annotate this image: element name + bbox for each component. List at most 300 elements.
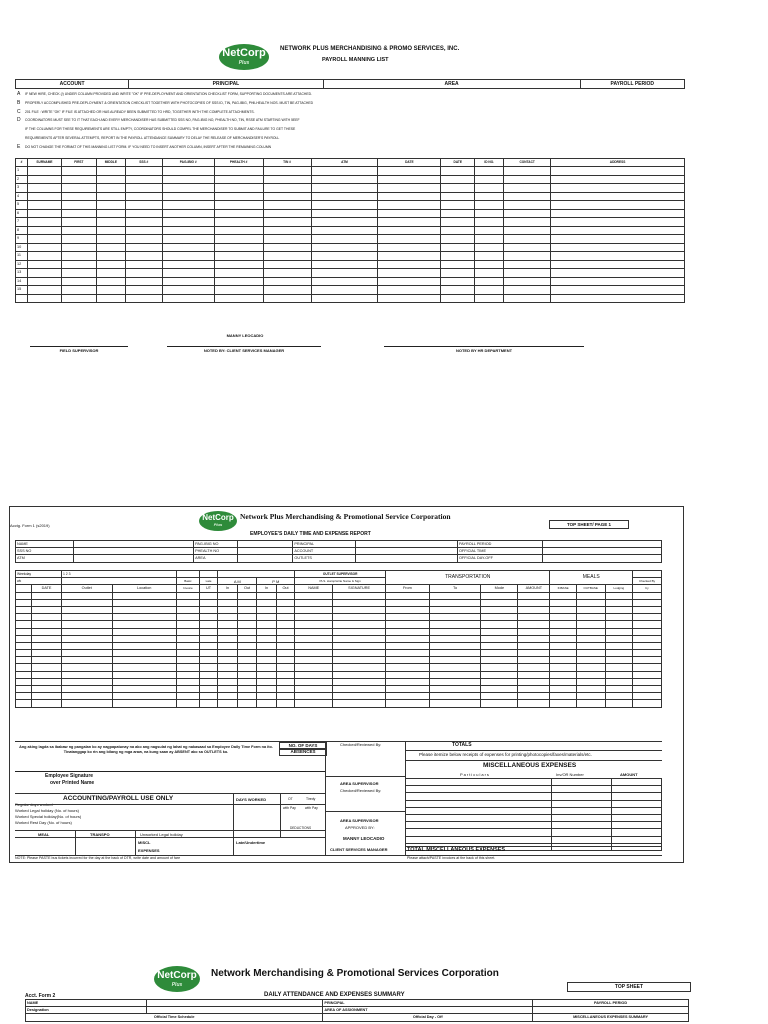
- manning-cell[interactable]: [378, 235, 441, 244]
- dtr-cell[interactable]: [218, 621, 238, 628]
- dtr-cell[interactable]: [237, 628, 257, 635]
- dtr-cell[interactable]: [518, 686, 550, 693]
- manning-cell[interactable]: [551, 184, 685, 193]
- manning-cell[interactable]: [441, 192, 475, 201]
- dtr-cell[interactable]: [295, 621, 333, 628]
- manning-cell[interactable]: [214, 243, 263, 252]
- dtr-cell[interactable]: [257, 628, 277, 635]
- dtr-cell[interactable]: [32, 693, 62, 700]
- dtr-cell[interactable]: [237, 642, 257, 649]
- dtr-cell[interactable]: [295, 657, 333, 664]
- manning-cell[interactable]: [263, 184, 311, 193]
- manning-cell[interactable]: [378, 260, 441, 269]
- dtr-cell[interactable]: [333, 621, 386, 628]
- manning-cell[interactable]: [61, 184, 96, 193]
- dtr-cell[interactable]: [333, 671, 386, 678]
- dtr-cell[interactable]: [550, 664, 576, 671]
- dtr-cell[interactable]: [257, 686, 277, 693]
- dtr-cell[interactable]: [176, 650, 199, 657]
- dtr-cell[interactable]: [605, 671, 633, 678]
- area-field[interactable]: [237, 555, 293, 562]
- dtr-cell[interactable]: [176, 606, 199, 613]
- manning-cell[interactable]: [125, 167, 162, 176]
- dtr-cell[interactable]: [176, 642, 199, 649]
- dtr-cell[interactable]: [605, 599, 633, 606]
- manning-cell[interactable]: [311, 286, 378, 295]
- dtr-cell[interactable]: [61, 614, 112, 621]
- manning-cell[interactable]: [125, 201, 162, 210]
- dtr-cell[interactable]: [237, 635, 257, 642]
- dtr-cell[interactable]: [176, 592, 199, 599]
- dtr-cell[interactable]: [333, 686, 386, 693]
- dtr-cell[interactable]: [576, 621, 605, 628]
- manning-cell[interactable]: [378, 167, 441, 176]
- manning-cell[interactable]: [551, 294, 685, 303]
- manning-cell[interactable]: [441, 218, 475, 227]
- manning-cell[interactable]: [214, 209, 263, 218]
- manning-cell[interactable]: [441, 260, 475, 269]
- dtr-cell[interactable]: [295, 664, 333, 671]
- manning-cell[interactable]: [378, 286, 441, 295]
- dtr-cell[interactable]: [550, 606, 576, 613]
- manning-cell[interactable]: [61, 277, 96, 286]
- dtr-cell[interactable]: [295, 686, 333, 693]
- manning-cell[interactable]: [27, 218, 61, 227]
- dtr-cell[interactable]: [32, 628, 62, 635]
- dtr-cell[interactable]: [32, 664, 62, 671]
- dtr-cell[interactable]: [176, 599, 199, 606]
- manning-cell[interactable]: [27, 286, 61, 295]
- dtr-cell[interactable]: [295, 599, 333, 606]
- atm-field[interactable]: [74, 555, 194, 562]
- dtr-cell[interactable]: [550, 657, 576, 664]
- manning-cell[interactable]: [16, 294, 28, 303]
- dtr-cell[interactable]: [257, 678, 277, 685]
- dtr-cell[interactable]: [199, 678, 217, 685]
- dtr-cell[interactable]: [112, 671, 176, 678]
- dtr-cell[interactable]: [576, 642, 605, 649]
- manning-cell[interactable]: [378, 209, 441, 218]
- manning-cell[interactable]: [125, 192, 162, 201]
- dtr-cell[interactable]: [605, 614, 633, 621]
- dtr-cell[interactable]: [257, 700, 277, 707]
- manning-cell[interactable]: [61, 294, 96, 303]
- dtr-cell[interactable]: [276, 592, 294, 599]
- manning-cell[interactable]: [504, 209, 551, 218]
- manning-cell[interactable]: [311, 277, 378, 286]
- dtr-cell[interactable]: [518, 700, 550, 707]
- dtr-cell[interactable]: [32, 642, 62, 649]
- dtr-cell[interactable]: [218, 635, 238, 642]
- dtr-cell[interactable]: [429, 606, 481, 613]
- manning-cell[interactable]: [263, 218, 311, 227]
- dtr-cell[interactable]: [576, 700, 605, 707]
- official-dayoff-field[interactable]: [542, 555, 661, 562]
- manning-cell[interactable]: [162, 294, 214, 303]
- manning-cell[interactable]: [162, 260, 214, 269]
- manning-cell[interactable]: [475, 252, 504, 261]
- manning-cell[interactable]: [475, 286, 504, 295]
- dtr-cell[interactable]: [16, 678, 32, 685]
- manning-cell[interactable]: [441, 209, 475, 218]
- dtr-cell[interactable]: [61, 592, 112, 599]
- manning-cell[interactable]: [263, 286, 311, 295]
- dtr-cell[interactable]: [576, 592, 605, 599]
- manning-cell[interactable]: [96, 277, 125, 286]
- dtr-cell[interactable]: [429, 642, 481, 649]
- dtr-cell[interactable]: [32, 599, 62, 606]
- dtr-cell[interactable]: [386, 599, 430, 606]
- manning-cell[interactable]: [378, 277, 441, 286]
- dtr-cell[interactable]: [32, 650, 62, 657]
- dtr-cell[interactable]: [295, 628, 333, 635]
- manning-cell[interactable]: [162, 209, 214, 218]
- dtr-cell[interactable]: [576, 599, 605, 606]
- manning-cell[interactable]: [475, 167, 504, 176]
- manning-cell[interactable]: [263, 260, 311, 269]
- dtr-cell[interactable]: [276, 664, 294, 671]
- principal-field[interactable]: [356, 541, 458, 548]
- dtr-cell[interactable]: [32, 606, 62, 613]
- dtr-cell[interactable]: [32, 621, 62, 628]
- dtr-cell[interactable]: [112, 664, 176, 671]
- manning-cell[interactable]: [61, 260, 96, 269]
- manning-cell[interactable]: [378, 192, 441, 201]
- dtr-cell[interactable]: [112, 599, 176, 606]
- dtr-cell[interactable]: [237, 678, 257, 685]
- dtr-cell[interactable]: [16, 606, 32, 613]
- dtr-cell[interactable]: [633, 686, 662, 693]
- dtr-cell[interactable]: [199, 642, 217, 649]
- dtr-cell[interactable]: [481, 686, 518, 693]
- dtr-cell[interactable]: [199, 628, 217, 635]
- dtr-cell[interactable]: [576, 664, 605, 671]
- manning-cell[interactable]: [214, 167, 263, 176]
- manning-cell[interactable]: [504, 252, 551, 261]
- manning-cell[interactable]: [441, 184, 475, 193]
- dtr-cell[interactable]: [605, 606, 633, 613]
- manning-cell[interactable]: [263, 252, 311, 261]
- manning-cell[interactable]: [27, 269, 61, 278]
- dtr-cell[interactable]: [481, 657, 518, 664]
- dtr-cell[interactable]: [218, 592, 238, 599]
- dtr-cell[interactable]: [61, 628, 112, 635]
- manning-cell[interactable]: [125, 209, 162, 218]
- dtr-cell[interactable]: [481, 671, 518, 678]
- dtr-cell[interactable]: [333, 592, 386, 599]
- dtr-cell[interactable]: [518, 635, 550, 642]
- dtr-cell[interactable]: [112, 614, 176, 621]
- dtr-cell[interactable]: [576, 628, 605, 635]
- dtr-cell[interactable]: [16, 628, 32, 635]
- dtr-cell[interactable]: [176, 700, 199, 707]
- manning-cell[interactable]: [378, 226, 441, 235]
- manning-cell[interactable]: [125, 252, 162, 261]
- dtr-cell[interactable]: [633, 642, 662, 649]
- dtr-cell[interactable]: [386, 635, 430, 642]
- dtr-cell[interactable]: [199, 614, 217, 621]
- dtr-cell[interactable]: [386, 614, 430, 621]
- dtr-cell[interactable]: [518, 614, 550, 621]
- manning-cell[interactable]: [441, 269, 475, 278]
- dtr-cell[interactable]: [518, 693, 550, 700]
- dtr-cell[interactable]: [61, 635, 112, 642]
- dtr-cell[interactable]: [199, 592, 217, 599]
- dtr-cell[interactable]: [218, 614, 238, 621]
- dtr-cell[interactable]: [481, 592, 518, 599]
- dtr-cell[interactable]: [386, 592, 430, 599]
- dtr-cell[interactable]: [429, 599, 481, 606]
- dtr-cell[interactable]: [295, 614, 333, 621]
- manning-cell[interactable]: [214, 286, 263, 295]
- manning-cell[interactable]: [504, 175, 551, 184]
- manning-cell[interactable]: [162, 252, 214, 261]
- dtr-cell[interactable]: [16, 621, 32, 628]
- dtr-cell[interactable]: [550, 635, 576, 642]
- dtr-cell[interactable]: [16, 671, 32, 678]
- dtr-cell[interactable]: [481, 693, 518, 700]
- dtr-cell[interactable]: [237, 657, 257, 664]
- dtr-cell[interactable]: [550, 614, 576, 621]
- manning-cell[interactable]: [263, 294, 311, 303]
- manning-cell[interactable]: [27, 184, 61, 193]
- manning-cell[interactable]: [475, 294, 504, 303]
- manning-cell[interactable]: [96, 184, 125, 193]
- manning-cell[interactable]: [125, 226, 162, 235]
- manning-cell[interactable]: [311, 226, 378, 235]
- dtr-cell[interactable]: [237, 606, 257, 613]
- manning-cell[interactable]: [504, 243, 551, 252]
- dtr-cell[interactable]: [633, 657, 662, 664]
- manning-cell[interactable]: [441, 235, 475, 244]
- dtr-cell[interactable]: [237, 700, 257, 707]
- dtr-cell[interactable]: [481, 635, 518, 642]
- dtr-cell[interactable]: [218, 671, 238, 678]
- dtr-cell[interactable]: [333, 628, 386, 635]
- manning-cell[interactable]: [61, 201, 96, 210]
- dtr-cell[interactable]: [199, 664, 217, 671]
- dtr-cell[interactable]: [16, 693, 32, 700]
- dtr-cell[interactable]: [218, 664, 238, 671]
- dtr-cell[interactable]: [605, 642, 633, 649]
- manning-cell[interactable]: [162, 218, 214, 227]
- manning-cell[interactable]: [61, 252, 96, 261]
- manning-cell[interactable]: [441, 167, 475, 176]
- dtr-cell[interactable]: [481, 621, 518, 628]
- manning-cell[interactable]: [214, 184, 263, 193]
- dtr-cell[interactable]: [257, 614, 277, 621]
- dtr-cell[interactable]: [16, 614, 32, 621]
- summary-payroll-period-field[interactable]: [533, 1007, 689, 1014]
- manning-cell[interactable]: [61, 226, 96, 235]
- manning-cell[interactable]: [378, 218, 441, 227]
- manning-cell[interactable]: [27, 235, 61, 244]
- dtr-cell[interactable]: [518, 621, 550, 628]
- dtr-cell[interactable]: [633, 621, 662, 628]
- manning-cell[interactable]: [214, 218, 263, 227]
- manning-cell[interactable]: [96, 286, 125, 295]
- manning-cell[interactable]: [504, 235, 551, 244]
- dtr-cell[interactable]: [481, 628, 518, 635]
- dtr-cell[interactable]: [518, 650, 550, 657]
- manning-cell[interactable]: [263, 192, 311, 201]
- manning-cell[interactable]: [96, 235, 125, 244]
- manning-cell[interactable]: [125, 269, 162, 278]
- manning-cell[interactable]: [504, 269, 551, 278]
- dtr-cell[interactable]: [429, 686, 481, 693]
- manning-cell[interactable]: [263, 167, 311, 176]
- manning-cell[interactable]: [61, 175, 96, 184]
- manning-cell[interactable]: [504, 260, 551, 269]
- manning-cell[interactable]: [504, 226, 551, 235]
- dtr-cell[interactable]: [481, 599, 518, 606]
- manning-cell[interactable]: [162, 243, 214, 252]
- dtr-cell[interactable]: [550, 671, 576, 678]
- manning-cell[interactable]: [214, 252, 263, 261]
- dtr-cell[interactable]: [32, 671, 62, 678]
- manning-cell[interactable]: [61, 209, 96, 218]
- dtr-cell[interactable]: [633, 592, 662, 599]
- dtr-cell[interactable]: [218, 686, 238, 693]
- dtr-cell[interactable]: [257, 664, 277, 671]
- dtr-cell[interactable]: [61, 657, 112, 664]
- manning-cell[interactable]: [162, 201, 214, 210]
- manning-cell[interactable]: [214, 269, 263, 278]
- dtr-cell[interactable]: [386, 628, 430, 635]
- manning-cell[interactable]: [162, 235, 214, 244]
- dtr-cell[interactable]: [176, 671, 199, 678]
- manning-cell[interactable]: [441, 294, 475, 303]
- manning-cell[interactable]: [551, 175, 685, 184]
- dtr-cell[interactable]: [276, 657, 294, 664]
- dtr-cell[interactable]: [218, 642, 238, 649]
- manning-cell[interactable]: [162, 184, 214, 193]
- dtr-cell[interactable]: [218, 700, 238, 707]
- dtr-cell[interactable]: [633, 693, 662, 700]
- dtr-cell[interactable]: [237, 671, 257, 678]
- dtr-cell[interactable]: [333, 664, 386, 671]
- dtr-cell[interactable]: [237, 686, 257, 693]
- dtr-cell[interactable]: [199, 606, 217, 613]
- dtr-cell[interactable]: [237, 693, 257, 700]
- dtr-cell[interactable]: [481, 614, 518, 621]
- manning-cell[interactable]: [263, 175, 311, 184]
- manning-cell[interactable]: [61, 286, 96, 295]
- dtr-cell[interactable]: [518, 592, 550, 599]
- dtr-cell[interactable]: [576, 693, 605, 700]
- official-time-field[interactable]: [542, 548, 661, 555]
- dtr-cell[interactable]: [429, 693, 481, 700]
- dtr-cell[interactable]: [276, 614, 294, 621]
- dtr-cell[interactable]: [518, 657, 550, 664]
- dtr-cell[interactable]: [295, 642, 333, 649]
- dtr-cell[interactable]: [295, 650, 333, 657]
- dtr-cell[interactable]: [518, 606, 550, 613]
- dtr-cell[interactable]: [112, 628, 176, 635]
- dtr-cell[interactable]: [481, 678, 518, 685]
- manning-cell[interactable]: [96, 209, 125, 218]
- dtr-cell[interactable]: [518, 664, 550, 671]
- manning-cell[interactable]: [311, 252, 378, 261]
- dtr-cell[interactable]: [429, 650, 481, 657]
- manning-cell[interactable]: [27, 252, 61, 261]
- dtr-cell[interactable]: [257, 671, 277, 678]
- manning-cell[interactable]: [441, 201, 475, 210]
- dtr-cell[interactable]: [550, 621, 576, 628]
- manning-cell[interactable]: [378, 269, 441, 278]
- manning-cell[interactable]: [214, 175, 263, 184]
- manning-cell[interactable]: [378, 252, 441, 261]
- manning-cell[interactable]: [311, 218, 378, 227]
- dtr-cell[interactable]: [605, 686, 633, 693]
- manning-cell[interactable]: [96, 294, 125, 303]
- manning-cell[interactable]: [504, 277, 551, 286]
- dtr-cell[interactable]: [429, 628, 481, 635]
- dtr-cell[interactable]: [633, 664, 662, 671]
- manning-cell[interactable]: [214, 235, 263, 244]
- dtr-cell[interactable]: [276, 700, 294, 707]
- manning-cell[interactable]: [378, 294, 441, 303]
- manning-cell[interactable]: [263, 269, 311, 278]
- manning-cell[interactable]: [162, 286, 214, 295]
- manning-cell[interactable]: [311, 260, 378, 269]
- manning-cell[interactable]: [96, 243, 125, 252]
- dtr-cell[interactable]: [576, 678, 605, 685]
- dtr-cell[interactable]: [576, 635, 605, 642]
- dtr-cell[interactable]: [257, 657, 277, 664]
- dtr-cell[interactable]: [633, 628, 662, 635]
- manning-cell[interactable]: [61, 243, 96, 252]
- dtr-cell[interactable]: [550, 678, 576, 685]
- dtr-cell[interactable]: [429, 700, 481, 707]
- dtr-cell[interactable]: [481, 700, 518, 707]
- manning-cell[interactable]: [551, 277, 685, 286]
- dtr-cell[interactable]: [112, 678, 176, 685]
- dtr-cell[interactable]: [176, 657, 199, 664]
- dtr-cell[interactable]: [112, 635, 176, 642]
- dtr-cell[interactable]: [112, 693, 176, 700]
- dtr-cell[interactable]: [61, 693, 112, 700]
- manning-cell[interactable]: [475, 277, 504, 286]
- manning-cell[interactable]: [96, 260, 125, 269]
- dtr-cell[interactable]: [518, 628, 550, 635]
- manning-cell[interactable]: [311, 209, 378, 218]
- manning-cell[interactable]: [504, 218, 551, 227]
- payroll-period-field[interactable]: [542, 541, 661, 548]
- dtr-cell[interactable]: [61, 642, 112, 649]
- manning-cell[interactable]: [61, 218, 96, 227]
- dtr-cell[interactable]: [295, 592, 333, 599]
- dtr-cell[interactable]: [61, 606, 112, 613]
- dtr-cell[interactable]: [112, 686, 176, 693]
- manning-cell[interactable]: [61, 167, 96, 176]
- dtr-cell[interactable]: [276, 621, 294, 628]
- manning-cell[interactable]: [162, 277, 214, 286]
- dtr-cell[interactable]: [605, 592, 633, 599]
- dtr-cell[interactable]: [61, 599, 112, 606]
- dtr-cell[interactable]: [386, 650, 430, 657]
- dtr-cell[interactable]: [32, 678, 62, 685]
- manning-cell[interactable]: [27, 226, 61, 235]
- dtr-cell[interactable]: [333, 700, 386, 707]
- account-field[interactable]: [356, 548, 458, 555]
- dtr-cell[interactable]: [576, 671, 605, 678]
- dtr-cell[interactable]: [576, 606, 605, 613]
- manning-cell[interactable]: [378, 184, 441, 193]
- dtr-cell[interactable]: [257, 650, 277, 657]
- dtr-cell[interactable]: [633, 671, 662, 678]
- dtr-cell[interactable]: [276, 671, 294, 678]
